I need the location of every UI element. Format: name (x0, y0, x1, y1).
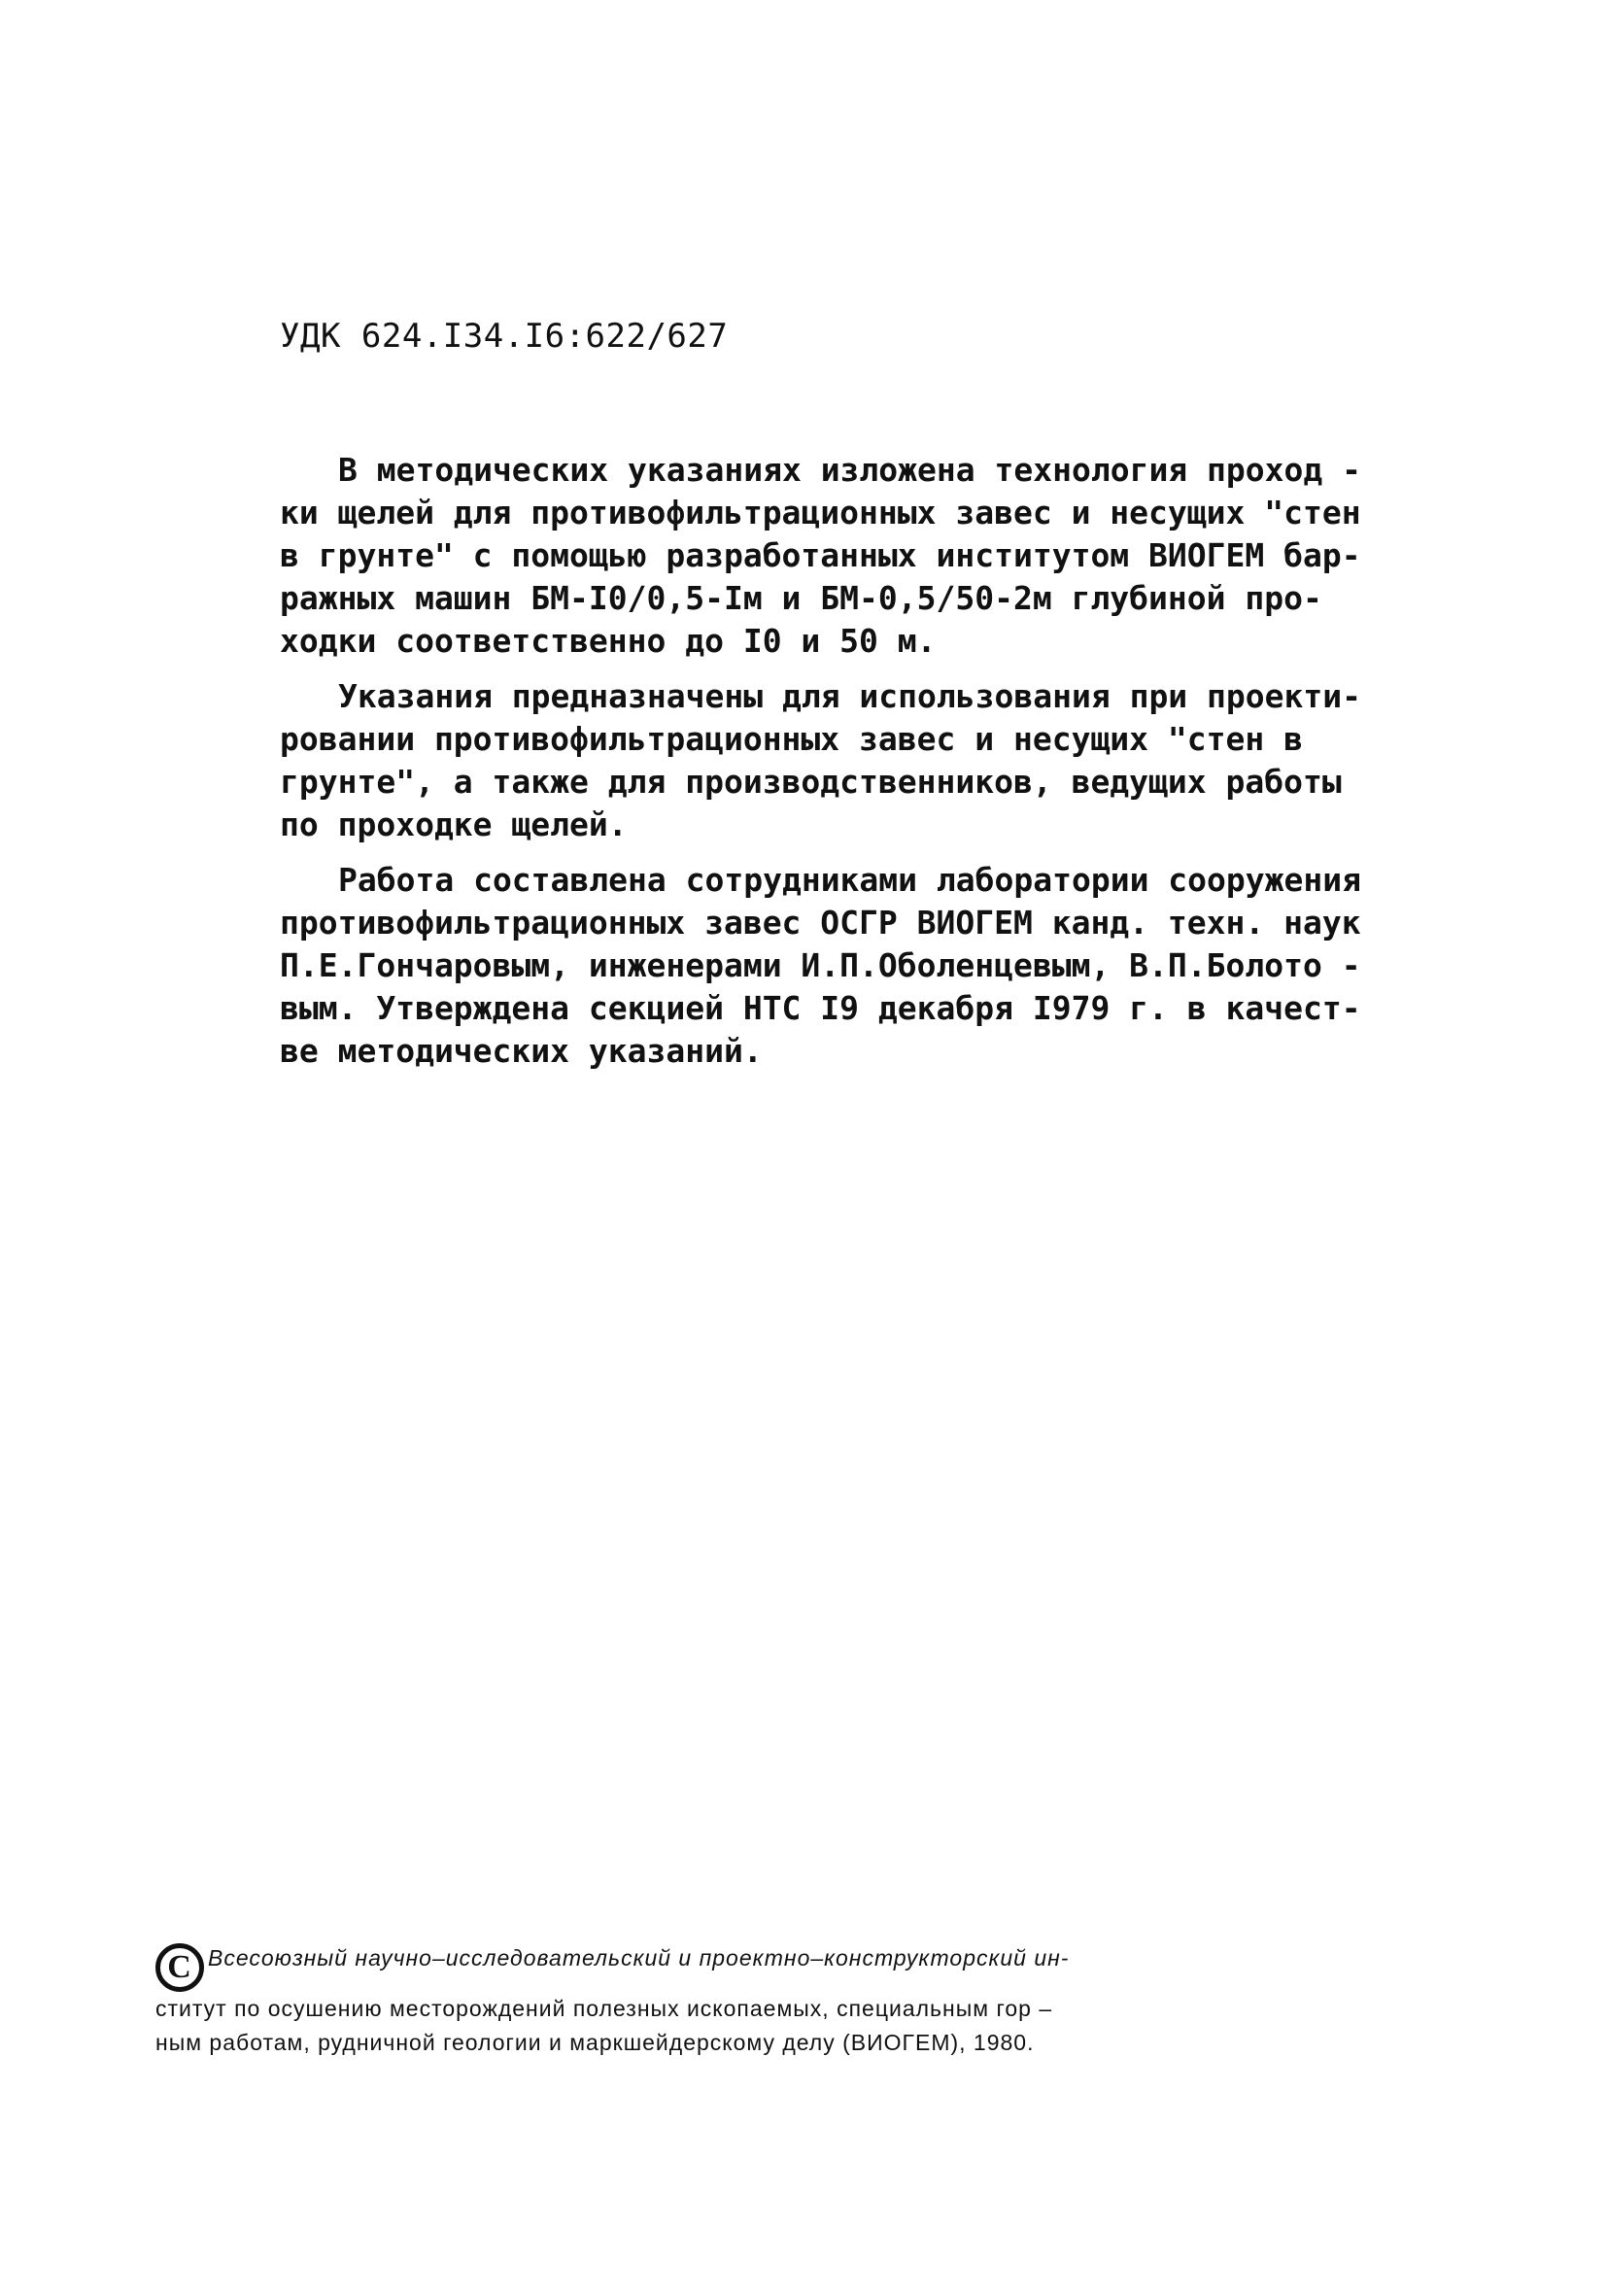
text-line: ве методических указаний. (280, 1032, 763, 1070)
paragraph-2 (280, 675, 1361, 846)
copyright-line (155, 1941, 1302, 1992)
paragraph-1 (280, 449, 1361, 663)
text-line: ходки соответственно до I0 и 50 м. (280, 622, 937, 660)
text-line: по проходке щелей. (280, 805, 628, 843)
copyright-notice (155, 1941, 1302, 2060)
copyright-text: Всесоюзный научно–исследовательский и проектно–конструкторский ин- (208, 1945, 1070, 1970)
text-line: ки щелей для противофильтрационных завес и несущих "стен (280, 494, 1361, 531)
annotation-text (280, 449, 1361, 1085)
paragraph-3 (280, 859, 1361, 1073)
text-line: В методических указаниях изложена технология проход - (338, 451, 1361, 489)
copyright-icon: C (155, 1943, 204, 1992)
text-line: противофильтрационных завес ОСГР ВИОГЕМ канд. техн. наук (280, 904, 1361, 942)
text-line: грунте", а также для производственников, ведущих работы (280, 763, 1342, 801)
text-line: П.Е.Гончаровым, инженерами И.П.Оболенцевым, В.П.Болото - (280, 946, 1361, 984)
text-line: вым. Утверждена секцией НТС I9 декабря I979 г. в качест- (280, 989, 1361, 1027)
text-line: Работа составлена сотрудниками лаборатории сооружения (338, 861, 1361, 899)
text-line: Указания предназначены для использования при проекти- (338, 677, 1361, 715)
text-line: ровании противофильтрационных завес и несущих "стен в (280, 720, 1303, 758)
copyright-line: ным работам, рудничной геологии и маркшейдерскому делу (ВИОГЕМ), 1980. (155, 2030, 1035, 2055)
text-line: ражных машин БМ-I0/0,5-Iм и БМ-0,5/50-2м глубиной про- (280, 579, 1322, 617)
text-line: в грунте" с помощью разработанных институтом ВИОГЕМ бар- (280, 536, 1361, 574)
copyright-line: ститут по осушению месторождений полезных ископаемых, специальным гор – (155, 1996, 1053, 2021)
udk-code: УДК 624.I34.I6:622/627 (280, 317, 729, 356)
